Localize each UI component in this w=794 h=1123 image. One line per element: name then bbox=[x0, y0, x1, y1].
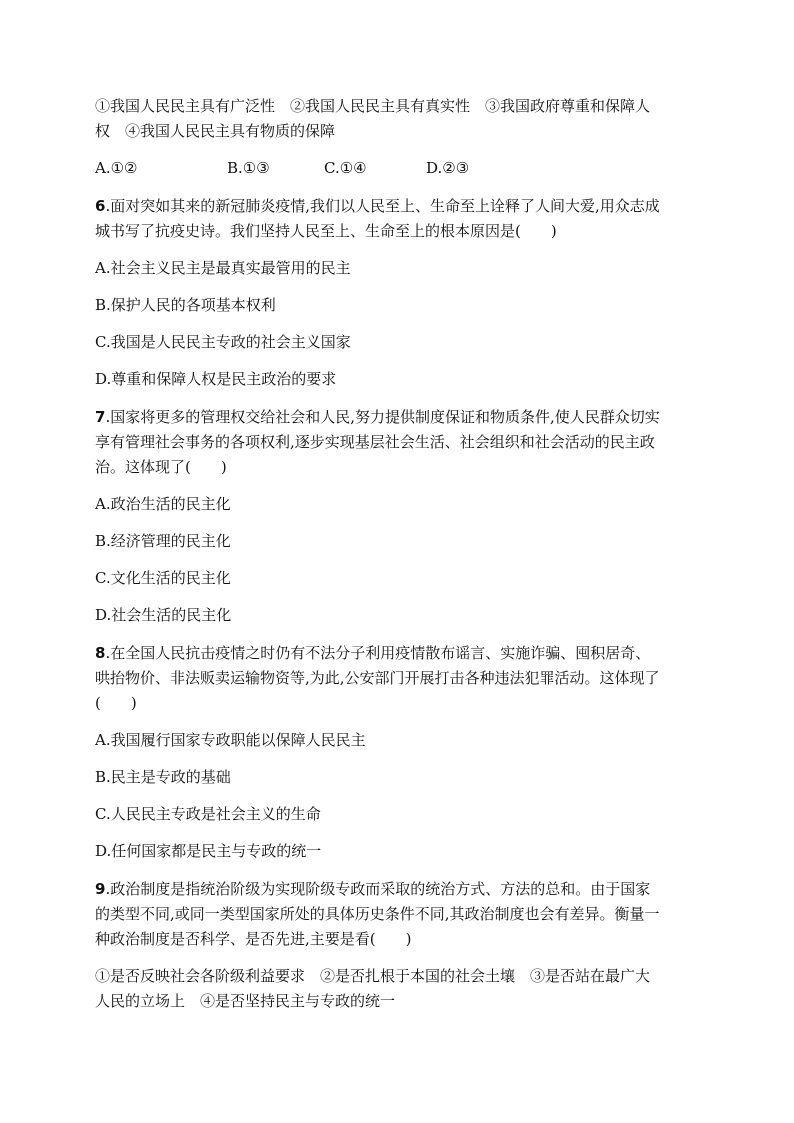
q8-option-b[interactable]: B.民主是专政的基础 bbox=[95, 768, 231, 786]
q7-stem-line-3: 治。这体现了( ) bbox=[95, 458, 227, 476]
q8-stem-line-3: ( ) bbox=[95, 694, 137, 712]
q8-number: 8 bbox=[95, 644, 106, 662]
question-9 bbox=[95, 877, 705, 1014]
q6-stem-line-2: 城书写了抗疫史诗。我们坚持人民至上、生命至上的根本原因是( ) bbox=[95, 222, 557, 240]
q6-option-d[interactable]: D.尊重和保障人权是民主政治的要求 bbox=[95, 370, 337, 388]
q7-option-d[interactable]: D.社会生活的民主化 bbox=[95, 606, 232, 624]
q5-statements-line-2: 权 ④我国人民民主具有物质的保障 bbox=[95, 122, 336, 140]
q7-number: 7 bbox=[95, 408, 106, 426]
q9-stem-line-1 bbox=[95, 877, 705, 902]
question-8 bbox=[95, 641, 705, 864]
q9-statements-line-1: ①是否反映社会各阶级利益要求 ②是否扎根于本国的社会土壤 ③是否站在最广大 bbox=[95, 967, 651, 985]
q9-stem-line-3: 种政治制度是否科学、是否先进,主要是看( ) bbox=[95, 930, 412, 948]
q5-statements-line-1: ①我国人民民主具有广泛性 ②我国人民民主具有真实性 ③我国政府尊重和保障人 bbox=[95, 97, 651, 115]
q6-stem-text-1: .面对突如其来的新冠肺炎疫情,我们以人民至上、生命至上诠释了人间大爱,用众志成 bbox=[105, 197, 660, 215]
q6-option-b[interactable]: B.保护人民的各项基本权利 bbox=[95, 296, 276, 314]
q9-stem-text-1: .政治制度是指统治阶级为实现阶级专政而采取的统治方式、方法的总和。由于国家 bbox=[105, 880, 651, 898]
q8-option-d[interactable]: D.任何国家都是民主与专政的统一 bbox=[95, 842, 322, 860]
question-6 bbox=[95, 194, 705, 392]
q7-option-a[interactable]: A.政治生活的民主化 bbox=[95, 495, 231, 513]
q8-stem-line-2: 哄抬物价、非法贩卖运输物资等,为此,公安部门开展打击各种违法犯罪活动。这体现了 bbox=[95, 669, 660, 687]
q7-option-b[interactable]: B.经济管理的民主化 bbox=[95, 532, 231, 550]
q7-stem-line-1 bbox=[95, 405, 705, 430]
q7-stem-line-2: 享有管理社会事务的各项权利,逐步实现基层社会生活、社会组织和社会活动的民主政 bbox=[95, 433, 655, 451]
question-page bbox=[95, 94, 705, 1014]
q5-option-c[interactable]: C.①④ bbox=[324, 159, 367, 177]
q8-option-c[interactable]: C.人民民主专政是社会主义的生命 bbox=[95, 805, 321, 823]
q9-statements-line-2: 人民的立场上 ④是否坚持民主与专政的统一 bbox=[95, 992, 396, 1010]
q6-stem-line-1 bbox=[95, 194, 705, 219]
q5-options bbox=[95, 156, 705, 181]
q5-option-d[interactable]: D.②③ bbox=[426, 159, 470, 177]
q7-option-c[interactable]: C.文化生活的民主化 bbox=[95, 569, 231, 587]
q8-option-a[interactable]: A.我国履行国家专政职能以保障人民民主 bbox=[95, 731, 366, 749]
q9-number: 9 bbox=[95, 880, 106, 898]
question-5 bbox=[95, 94, 705, 181]
q9-stem-line-2: 的类型不同,或同一类型国家所处的具体历史条件不同,其政治制度也会有差异。衡量一 bbox=[95, 905, 660, 923]
q8-stem-text-1: .在全国人民抗击疫情之时仍有不法分子利用疫情散布谣言、实施诈骗、囤积居奇、 bbox=[105, 644, 651, 662]
q5-option-b[interactable]: B.①③ bbox=[227, 159, 270, 177]
q6-number: 6 bbox=[95, 197, 106, 215]
q6-option-a[interactable]: A.社会主义民主是最真实最管用的民主 bbox=[95, 259, 351, 277]
q5-option-a[interactable]: A.①② bbox=[95, 159, 138, 177]
question-7 bbox=[95, 405, 705, 628]
q8-stem-line-1 bbox=[95, 641, 705, 666]
q7-stem-text-1: .国家将更多的管理权交给社会和人民,努力提供制度保证和物质条件,使人民群众切实 bbox=[105, 408, 660, 426]
q6-option-c[interactable]: C.我国是人民民主专政的社会主义国家 bbox=[95, 333, 351, 351]
